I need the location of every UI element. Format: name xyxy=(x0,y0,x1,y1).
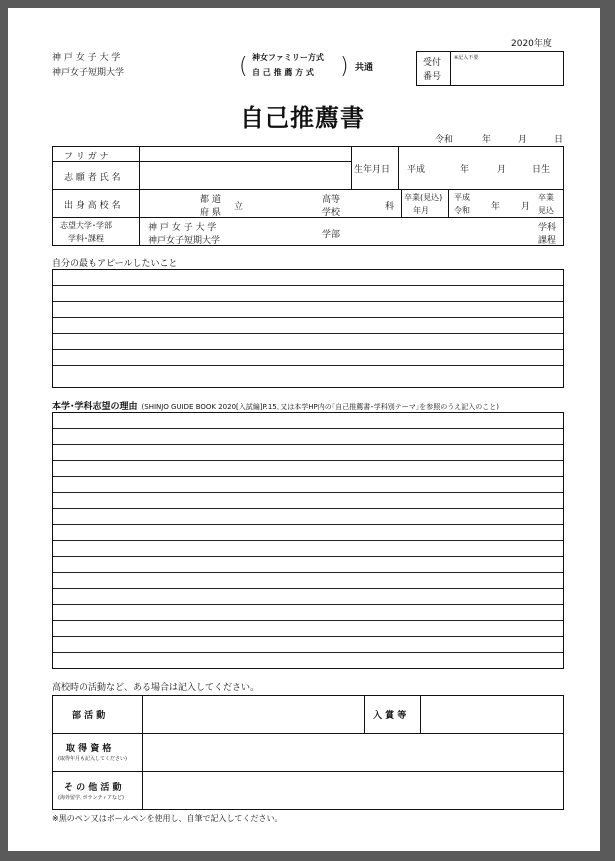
birth-date-label: 生年月日 xyxy=(354,165,391,175)
qualification-label: 取 得 資 格 xyxy=(66,744,112,754)
method-self: 自 己 推 薦 方 式 xyxy=(252,68,314,77)
applicant-name-field[interactable] xyxy=(140,162,350,188)
high-school-field[interactable] xyxy=(140,190,400,216)
birth-year: 年 xyxy=(460,165,470,175)
date-year: 年 xyxy=(482,135,492,145)
desired-univ-1: 神 戸 女 子 大 学 xyxy=(148,223,217,233)
club-field[interactable] xyxy=(143,696,363,732)
koto-1: 高等 xyxy=(322,195,341,205)
birth-day: 日生 xyxy=(532,165,551,175)
receipt-note: ※記入不要 xyxy=(454,55,479,61)
furigana-field[interactable] xyxy=(140,147,350,161)
other-activities-note: (海外留学､ボランティアなど) xyxy=(58,795,125,801)
application-form-page xyxy=(8,8,600,851)
koto-2: 学校 xyxy=(322,208,341,218)
grad-status-2: 見込 xyxy=(538,206,554,215)
qualification-note: (取得年月も記入してください) xyxy=(58,756,127,762)
award-field[interactable] xyxy=(421,696,563,732)
date-month: 月 xyxy=(518,135,528,145)
other-activities-label: そ の 他 活 動 xyxy=(64,783,122,793)
reason-text-area[interactable] xyxy=(52,412,564,669)
faculty-label: 学部 xyxy=(322,230,341,240)
common-label: 共通 xyxy=(355,63,374,73)
club-label: 部 活 動 xyxy=(72,711,106,721)
university-name: 神 戸 女 子 大 学 xyxy=(52,53,121,63)
graduation-label-2: 年月 xyxy=(413,206,429,215)
birth-era: 平成 xyxy=(407,165,426,175)
award-label: 入 賞 等 xyxy=(373,711,407,721)
course-label: 科 xyxy=(385,202,395,212)
activities-section-label: 高校時の活動など、ある場合は記入してください。 xyxy=(52,683,260,693)
prefecture-2: 府 県 xyxy=(200,208,221,218)
desired-label-1: 志望大学･学部 xyxy=(60,221,112,230)
grad-era-2: 令和 xyxy=(454,206,470,215)
footnote: ※黒のペン又はボールペンを使用し、自筆で記入してください。 xyxy=(52,814,283,823)
date-era: 令和 xyxy=(435,135,454,145)
year-label: 2020年度 xyxy=(511,39,552,49)
right-paren: ) xyxy=(340,54,349,79)
date-day: 日 xyxy=(554,135,564,145)
dept-label-1: 学科 xyxy=(538,223,557,233)
other-activities-field[interactable] xyxy=(143,772,563,809)
appeal-text-area[interactable] xyxy=(52,269,564,388)
birth-date-field[interactable] xyxy=(399,147,563,188)
reason-section-label: 本学･学科志望の理由 (SHINJO GUIDE BOOK 2020[入試編]P.15､又は本学HP内の｢自己推薦書･学科別テーマ｣を参照のうえ記入のこと) xyxy=(52,402,499,412)
dept-label-2: 課程 xyxy=(538,236,557,246)
junior-college-name: 神戸女子短期大学 xyxy=(52,68,125,78)
receipt-label-2: 番号 xyxy=(423,72,442,82)
desired-label-2: 学科･課程 xyxy=(68,234,104,243)
desired-univ-2: 神戸女子短期大学 xyxy=(148,236,221,246)
furigana-label: フ リ ガ ナ xyxy=(64,152,109,162)
reason-note: (SHINJO GUIDE BOOK 2020[入試編]P.15､又は本学HP内の｢自己推薦書･学科別テーマ｣を参照のうえ記入のこと) xyxy=(141,403,499,411)
method-family: 神女ファミリー方式 xyxy=(252,53,324,62)
left-paren: ( xyxy=(239,54,248,79)
graduation-label-1: 卒業(見込) xyxy=(404,193,443,202)
appeal-section-label: 自分の最もアピールしたいこと xyxy=(52,259,178,269)
grad-month: 月 xyxy=(521,202,531,212)
qualification-field[interactable] xyxy=(143,734,563,770)
ritsu-label: 立 xyxy=(234,202,244,212)
grad-era-1: 平成 xyxy=(454,193,470,202)
birth-month: 月 xyxy=(497,165,507,175)
applicant-name-label: 志 願 者 氏 名 xyxy=(64,173,121,183)
receipt-divider xyxy=(450,51,451,86)
grad-status-1: 卒業 xyxy=(538,193,554,202)
high-school-label: 出 身 高 校 名 xyxy=(64,201,121,211)
page-title: 自己推薦書 xyxy=(240,104,365,132)
receipt-label-1: 受付 xyxy=(423,58,442,68)
grad-year: 年 xyxy=(491,202,501,212)
desired-dept-field[interactable] xyxy=(348,218,533,245)
prefecture-1: 都 道 xyxy=(200,195,221,205)
